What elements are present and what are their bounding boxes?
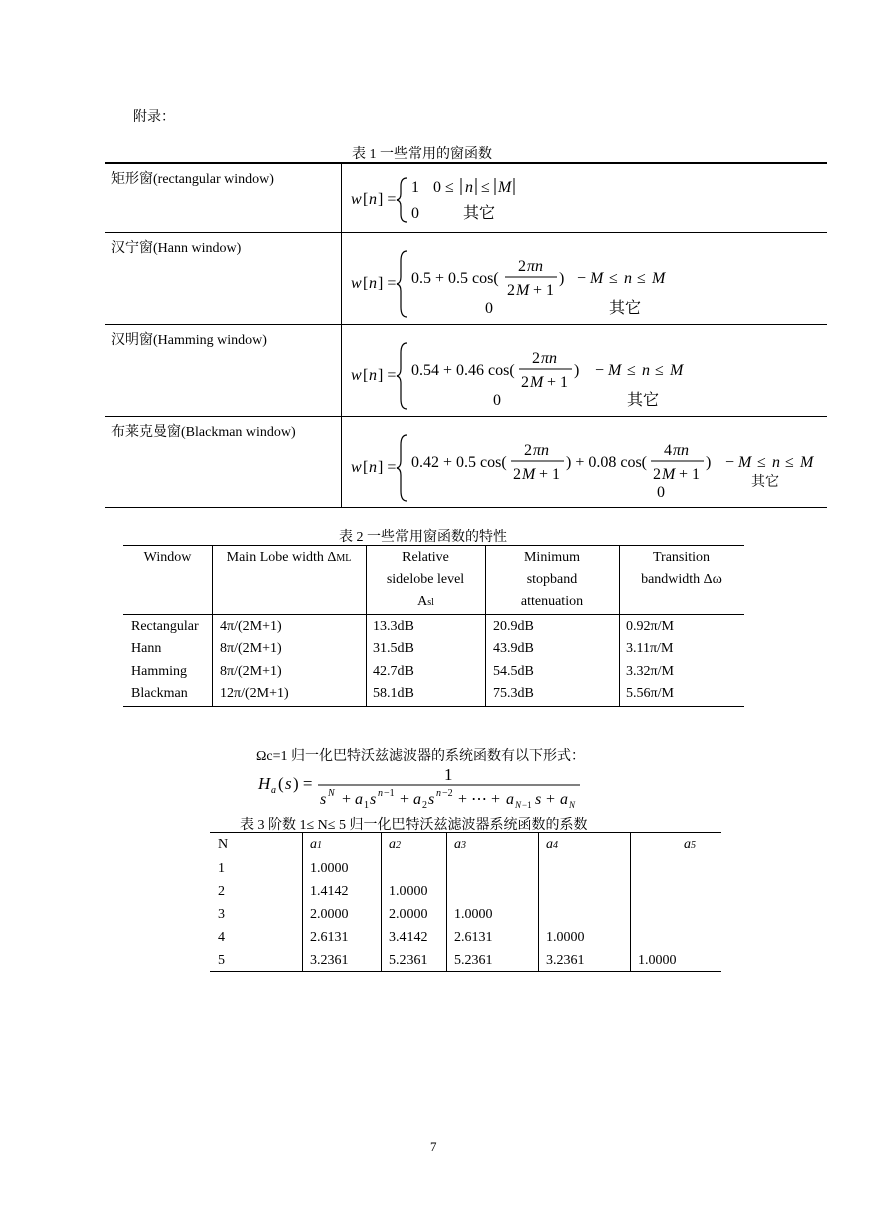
header-line: sidelobe level [386, 572, 465, 587]
svg-text:+: + [400, 791, 410, 808]
svg-text:) =: ) = [293, 774, 313, 793]
header-a2: a2 [389, 837, 401, 852]
svg-text:0.42 + 0.5 cos(: 0.42 + 0.5 cos( [411, 454, 507, 471]
table-cell: 1.0000 [454, 907, 493, 922]
svg-text:H: H [258, 774, 271, 793]
table-cell: 4 [218, 930, 225, 945]
svg-text:): ) [574, 362, 580, 379]
svg-text:2: 2 [518, 258, 526, 275]
svg-text:[: [ [363, 191, 369, 208]
svg-text:n: n [369, 191, 377, 208]
svg-text:M: M [590, 270, 604, 287]
table-cell: 3.11π/M [626, 641, 674, 656]
svg-text:−2: −2 [442, 788, 453, 799]
header-line: attenuation [520, 594, 584, 609]
svg-text:−1: −1 [522, 800, 532, 810]
hamming-window-formula [345, 333, 815, 413]
window-name: 矩形窗(rectangular window) [111, 172, 274, 187]
svg-text:n: n [369, 367, 377, 384]
svg-text:2: 2 [521, 374, 529, 391]
butterworth-intro: Ωc=1 归一化巴特沃兹滤波器的系统函数有以下形式： [256, 749, 586, 764]
header-line: stopband [526, 572, 578, 587]
table-cell: 3 [218, 907, 225, 922]
svg-text:N: N [328, 788, 335, 799]
table-cell: Hamming [131, 664, 187, 679]
table-cell: 20.9dB [493, 619, 534, 634]
svg-text:n: n [369, 275, 377, 292]
svg-text:πn: πn [533, 442, 550, 459]
svg-text:2: 2 [422, 800, 427, 811]
header-relative-sidelobe [366, 547, 485, 614]
svg-text:a: a [560, 791, 568, 808]
svg-text:n: n [624, 270, 632, 287]
svg-text:1: 1 [444, 765, 453, 784]
blackman-window-formula [345, 425, 821, 505]
window-characteristics-table [123, 545, 744, 707]
table-cell: 5.2361 [454, 953, 493, 968]
header-line: Relative [402, 550, 449, 565]
svg-text:w: w [351, 459, 362, 476]
table-cell: 13.3dB [373, 619, 414, 634]
svg-text:+: + [342, 791, 352, 808]
svg-text:] =: ] = [378, 367, 397, 384]
svg-text:−: − [577, 270, 587, 287]
svg-text:s: s [535, 791, 542, 808]
header-a1: a1 [310, 837, 322, 852]
svg-text:2: 2 [524, 442, 532, 459]
svg-text:0: 0 [485, 300, 493, 317]
svg-text:4: 4 [664, 442, 672, 459]
svg-text:M: M [530, 374, 544, 391]
table-cell: 1.0000 [546, 930, 585, 945]
rectangular-window-formula [345, 170, 645, 230]
svg-text:M: M [652, 270, 666, 287]
svg-text:M: M [738, 454, 752, 471]
header-line: Asl [417, 594, 434, 609]
svg-text:πn: πn [673, 442, 690, 459]
table-cell: 5.2361 [389, 953, 428, 968]
table-cell: 3.32π/M [626, 664, 674, 679]
table-cell: 54.5dB [493, 664, 534, 679]
table1-row-blackman [105, 416, 827, 508]
window-name: 汉宁窗(Hann window) [111, 241, 242, 256]
header-min-stopband [485, 547, 619, 613]
table-cell: 5 [218, 953, 225, 968]
svg-text:0.54 + 0.46 cos(: 0.54 + 0.46 cos( [411, 362, 515, 379]
header-a5: a5 [684, 837, 696, 852]
svg-text:[: [ [363, 367, 369, 384]
col-divider [538, 833, 539, 971]
svg-text:πn: πn [527, 258, 544, 275]
svg-text:M: M [800, 454, 814, 471]
svg-text:1: 1 [364, 800, 369, 811]
svg-text:≤: ≤ [627, 362, 636, 379]
svg-text:0: 0 [493, 392, 501, 409]
svg-text:≤: ≤ [655, 362, 664, 379]
svg-text:s: s [370, 791, 377, 808]
appendix-label: 附录： [133, 110, 175, 125]
svg-text:0: 0 [657, 484, 665, 501]
table1-row-hann [105, 232, 827, 325]
header-main-lobe [212, 547, 366, 570]
svg-text:0.5 + 0.5 cos(: 0.5 + 0.5 cos( [411, 270, 499, 287]
header-a3: a3 [454, 837, 466, 852]
svg-text:w: w [351, 367, 362, 384]
table1-caption: 表 1 一些常用的窗函数 [352, 147, 492, 162]
table1-row-rectangular [105, 163, 827, 233]
page-number: 7 [430, 1139, 437, 1154]
table-cell: 2.6131 [454, 930, 493, 945]
table-cell: 4π/(2M+1) [220, 619, 282, 634]
table1-row-hamming [105, 324, 827, 417]
table2-caption: 表 2 一些常用窗函数的特性 [339, 530, 507, 545]
col-divider [381, 833, 382, 971]
svg-text:(: ( [278, 774, 284, 793]
svg-text:s: s [428, 791, 435, 808]
table-cell: 31.5dB [373, 641, 414, 656]
svg-text:≤: ≤ [609, 270, 618, 287]
table-cell: 1.4142 [310, 884, 349, 899]
svg-text:≤: ≤ [757, 454, 766, 471]
svg-text:πn: πn [541, 350, 558, 367]
table3-caption: 表 3 阶数 1≤ N≤ 5 归一化巴特沃兹滤波器系统函数的系数 [240, 818, 588, 833]
table-cell: 3.2361 [546, 953, 585, 968]
table-cell: 2.0000 [389, 907, 428, 922]
svg-text:≤: ≤ [637, 270, 646, 287]
table-cell: 42.7dB [373, 664, 414, 679]
table-cell: 2.0000 [310, 907, 349, 922]
table-cell: 3.4142 [389, 930, 428, 945]
table-cell: 1 [218, 861, 225, 876]
svg-text:n: n [465, 179, 473, 196]
svg-text:M: M [670, 362, 684, 379]
header-line: Transition [652, 550, 711, 565]
window-functions-table [105, 162, 827, 508]
butterworth-system-function [254, 762, 594, 812]
svg-text:] =: ] = [378, 459, 397, 476]
svg-text:M: M [516, 282, 530, 299]
svg-text:1: 1 [411, 179, 419, 196]
header-n: N [218, 837, 229, 852]
table-cell: 8π/(2M+1) [220, 641, 282, 656]
svg-text:a: a [355, 791, 363, 808]
header-line: bandwidth Δω [641, 572, 722, 587]
header-divider [123, 614, 744, 615]
col-divider [212, 546, 213, 706]
table-cell: 1.0000 [310, 861, 349, 876]
svg-text:) + 0.08 cos(: ) + 0.08 cos( [566, 454, 648, 471]
svg-text:M: M [608, 362, 622, 379]
table-cell: 1.0000 [389, 884, 428, 899]
svg-text:N: N [569, 800, 576, 810]
table-cell: Hann [131, 641, 162, 656]
svg-text:n: n [436, 788, 441, 799]
svg-text:[: [ [363, 275, 369, 292]
col-divider [302, 833, 303, 971]
svg-text:+ 1: + 1 [539, 466, 561, 483]
table-cell: Blackman [131, 686, 188, 701]
svg-text:M: M [522, 466, 536, 483]
svg-text:s: s [320, 791, 327, 808]
svg-text:n: n [772, 454, 780, 471]
svg-text:−: − [725, 454, 735, 471]
svg-text:0: 0 [411, 205, 419, 222]
table-cell: 3.2361 [310, 953, 349, 968]
otherwise-label: 其它 [609, 300, 642, 317]
svg-text:2: 2 [513, 466, 521, 483]
svg-text:+ 1: + 1 [547, 374, 569, 391]
svg-text:a: a [413, 791, 421, 808]
svg-text:+ 1: + 1 [679, 466, 701, 483]
table-cell: 1.0000 [638, 953, 677, 968]
svg-text:≤: ≤ [785, 454, 794, 471]
svg-text:n: n [642, 362, 650, 379]
svg-text:N: N [515, 800, 522, 810]
table-cell: 5.56π/M [626, 686, 674, 701]
svg-text:M: M [662, 466, 676, 483]
svg-text:] =: ] = [378, 275, 397, 292]
svg-text:−1: −1 [384, 788, 395, 799]
header-line: Minimum [523, 550, 580, 565]
header-main-lobe-text: Main Lobe width Δ [226, 550, 337, 565]
svg-text:] =: ] = [378, 191, 397, 208]
hann-window-formula [345, 241, 815, 321]
table-cell: 2.6131 [310, 930, 349, 945]
svg-text:s: s [285, 774, 292, 793]
table-cell: 43.9dB [493, 641, 534, 656]
svg-text:n: n [369, 459, 377, 476]
table-cell: 2 [218, 884, 225, 899]
col-divider [446, 833, 447, 971]
window-name: 汉明窗(Hamming window) [111, 333, 267, 348]
butterworth-coefficients-table [210, 832, 721, 972]
svg-text:−: − [595, 362, 605, 379]
svg-text:w: w [351, 275, 362, 292]
svg-text:+: + [546, 791, 556, 808]
header-main-lobe-sub: ML [336, 553, 352, 564]
svg-text:w: w [351, 191, 362, 208]
svg-text:a: a [506, 791, 514, 808]
svg-text:2: 2 [532, 350, 540, 367]
svg-text:0 ≤: 0 ≤ [433, 179, 454, 196]
table-cell: 75.3dB [493, 686, 534, 701]
window-name: 布莱克曼窗(Blackman window) [111, 425, 296, 440]
header-window: Window [143, 550, 192, 565]
otherwise-label: 其它 [627, 392, 660, 409]
table-cell: 0.92π/M [626, 619, 674, 634]
header-transition [619, 547, 744, 591]
svg-text:): ) [706, 454, 712, 471]
svg-text:[: [ [363, 459, 369, 476]
svg-text:≤: ≤ [481, 179, 490, 196]
svg-text:M: M [498, 179, 512, 196]
table-cell: 58.1dB [373, 686, 414, 701]
table-cell: Rectangular [131, 619, 199, 634]
otherwise-label: 其它 [463, 205, 496, 222]
svg-text:a: a [271, 785, 276, 796]
col-divider [630, 833, 631, 971]
header-a4: a4 [546, 837, 558, 852]
svg-text:+ ⋯ +: + ⋯ + [458, 791, 501, 808]
table-cell: 12π/(2M+1) [220, 686, 289, 701]
svg-text:2: 2 [507, 282, 515, 299]
svg-text:2: 2 [653, 466, 661, 483]
svg-text:n: n [378, 788, 383, 799]
svg-text:): ) [559, 270, 565, 287]
blackman-otherwise-label: 其它 [751, 475, 779, 490]
svg-text:+ 1: + 1 [533, 282, 555, 299]
table-cell: 8π/(2M+1) [220, 664, 282, 679]
